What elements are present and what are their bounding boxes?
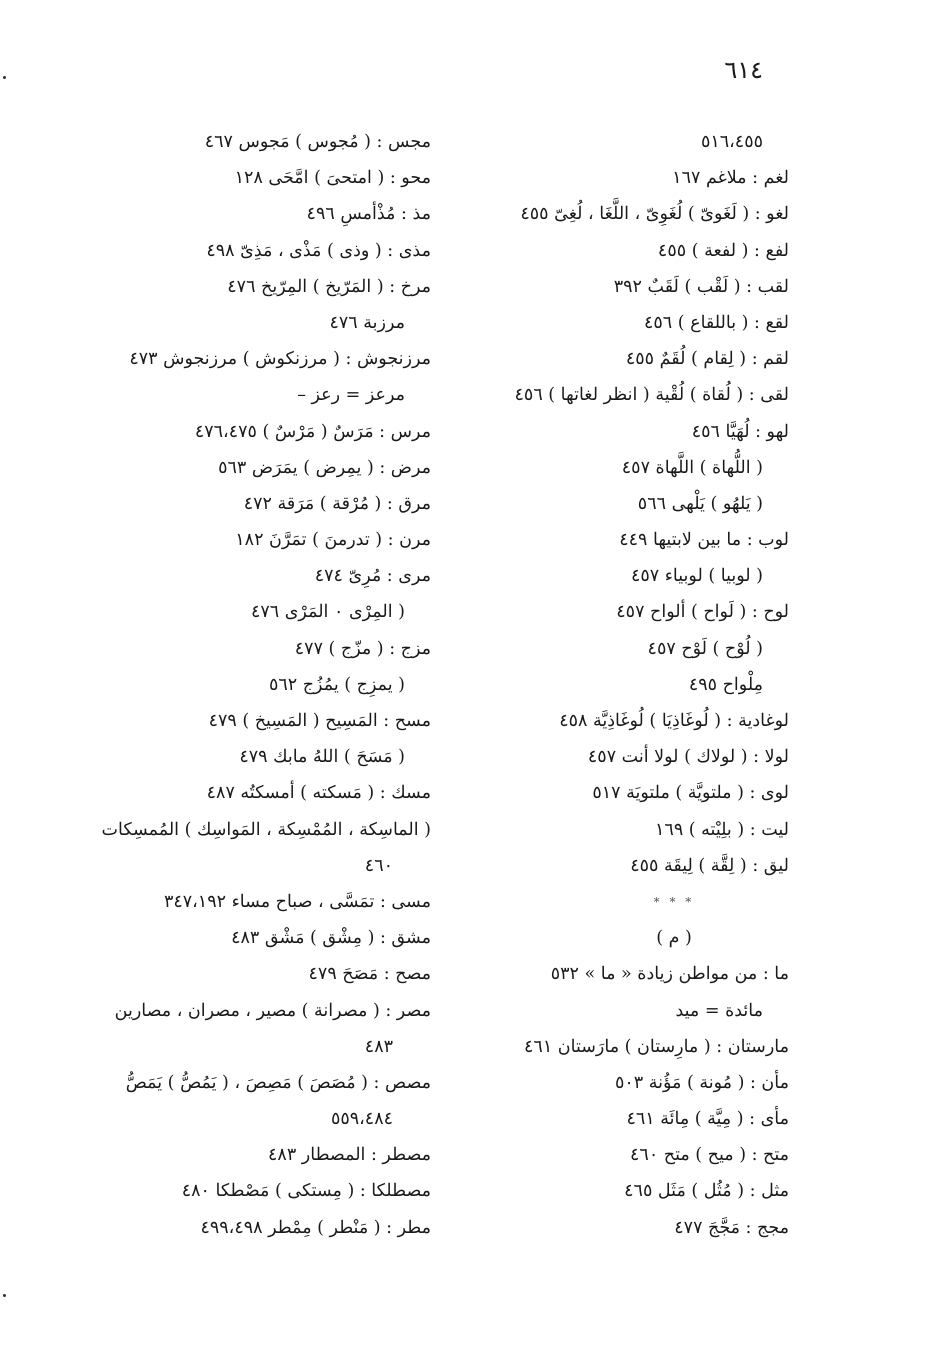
index-entry: مسح : المَسِيح ( المَسِيخ ) ٤٧٩ — [208, 711, 431, 731]
index-entry: مرق : ( مُرْقة ) مَرَقة ٤٧٢ — [243, 493, 431, 514]
index-entry: لفع : ( لفعة ) ٤٥٥ — [657, 240, 789, 261]
index-entry: ( لوبيا ) لوبياء ٤٥٧ — [630, 566, 763, 587]
index-entry: ( اللُّهاة ) اللَّهاة ٤٥٧ — [621, 457, 763, 478]
index-entry: * * * — [653, 894, 695, 909]
index-entry: مطر : ( مَنْطر ) مِمْطر ٤٩٩،٤٩٨ — [200, 1217, 431, 1238]
index-entry: مصطر : المصطار ٤٨٣ — [268, 1145, 431, 1166]
index-entry: ( الماسِكة ، المُمْسِكة ، المَواسِك ) المُمسِكات — [101, 819, 431, 840]
index-entry: مارستان : ( مارِستان ) مارَستان ٤٦١ — [524, 1036, 789, 1057]
index-entry: مذى : ( وذى ) مَذْى ، مَذِىّ ٤٩٨ — [206, 240, 431, 261]
index-entry: مصطلكا : ( مِستكى ) مَصْطكا ٤٨٠ — [181, 1181, 431, 1202]
index-entry: ليت : ( بلِيْته ) ١٦٩ — [655, 819, 789, 840]
left-column — [101, 124, 431, 1246]
index-entry: مسك : ( مَسكته ) أمسكتُه ٤٨٧ — [206, 783, 431, 804]
index-entry: لوح : ( لَواح ) ألواح ٤٥٧ — [616, 602, 789, 623]
index-entry: مرض : ( يمِرض ) يمَرَض ٥٦٣ — [218, 457, 431, 478]
index-entry: لغو : ( لَغَوىّ ) لُغَوِىّ ، اللَّغَا ، لُغِىّ ٤٥٥ — [520, 204, 789, 225]
index-entry: مأى : ( مِيَّة ) مِائَة ٤٦١ — [626, 1109, 789, 1130]
index-entry: ( مَسَحَ ) اللهُ مابك ٤٧٩ — [239, 747, 405, 768]
index-entry: لوغادية : ( لُوغَاذِيَا ) لُوغَاذِيَّة ٤٥٨ — [559, 711, 789, 731]
index-entry: ( م ) — [656, 928, 692, 949]
index-entry: ٥٥٩،٤٨٤ — [330, 1109, 393, 1130]
index-entry: مصر : ( مصرانة ) مصير ، مصران ، مصارين — [114, 1000, 431, 1021]
right-column — [449, 124, 789, 1246]
index-entry: لغم : ملاغم ١٦٧ — [672, 168, 789, 189]
page-number: ٦١٤ — [724, 56, 763, 84]
index-entry: ليق : ( لِقَّة ) لِيقَة ٤٥٥ — [630, 855, 789, 876]
index-entry: مشق : ( مِشْق ) مَشْق ٤٨٣ — [231, 928, 431, 949]
index-entry: مجس : ( مُجوس ) مَجوس ٤٦٧ — [204, 132, 431, 152]
index-entry: محو : ( امتحىَ ) امَّحَى ١٢٨ — [234, 168, 431, 189]
index-entry: مرخ : ( المَرّيخ ) المِرّيخ ٤٧٦ — [227, 276, 431, 297]
scan-mark — [3, 1294, 6, 1297]
scan-mark — [3, 76, 6, 79]
index-entry: ( لُوْح ) لَوْح ٤٥٧ — [647, 638, 763, 659]
index-entry: مرزبة ٤٧٦ — [329, 312, 405, 333]
index-entry: مثل : ( مُثُل ) مَثَل ٤٦٥ — [624, 1181, 789, 1202]
index-entry: متح : ( ميح ) متح ٤٦٠ — [630, 1145, 789, 1166]
index-entry: لوى : ( ملتويَّة ) ملتويَة ٥١٧ — [592, 783, 789, 804]
index-entry: مرن : ( تدرمنَ ) تمَرَّنَ ١٨٢ — [235, 530, 431, 551]
index-entry: لوب : ما بين لابتيها ٤٤٩ — [619, 530, 789, 551]
index-entry: لقى : ( لُقاة ) لُقْية ( انظر لغاتها ) ٤٥٦ — [514, 385, 789, 406]
index-entry: ( المِرْى ٠ المَرْى ٤٧٦ — [250, 602, 405, 623]
index-entry: لقم : ( لِقام ) لُقَمٌ ٤٥٥ — [625, 349, 789, 370]
index-entry: مصح : مَصَحَ ٤٧٩ — [308, 964, 431, 985]
index-entry: لقب : ( لَقْب ) لَقَبٌ ٣٩٢ — [613, 276, 789, 297]
index-entry: مصص : ( مُصَصَ ) مَصِصَ ، ( يَمُصُّ ) يَمَصُّ — [125, 1072, 431, 1093]
index-entry: ( يَلهُو ) يَلْهى ٥٦٦ — [637, 493, 763, 514]
index-entry: ( يمزِج ) يمُزُج ٥٦٢ — [269, 674, 405, 695]
index-entry: ٤٦٠ — [364, 855, 393, 876]
index-entry: مِلْواح ٤٩٥ — [688, 674, 763, 695]
index-entry: ما : من مواطن زيادة « ما » ٥٣٢ — [550, 964, 789, 985]
index-entry: مائدة = ميد — [675, 1000, 763, 1021]
index-entry: مرزنجوش : ( مرزنكوش ) مرزنجوش ٤٧٣ — [129, 349, 431, 370]
index-entry: مأن : ( مُونة ) مَؤُنة ٥٠٣ — [614, 1072, 789, 1093]
index-entry: لقع : ( باللقاع ) ٤٥٦ — [643, 312, 789, 333]
index-entry: مسى : تمَسَّى ، صباح مساء ٣٤٧،١٩٢ — [163, 891, 431, 912]
index-entry: مجج : مَجَّجَ ٤٧٧ — [674, 1217, 789, 1238]
index-entry: لهو : لُهَيَّا ٤٥٦ — [691, 421, 789, 442]
index-entry: مرس : مَرَسٌ ( مَرْسٌ ) ٤٧٦،٤٧٥ — [194, 421, 431, 442]
index-entry: مزج : ( مزّج ) ٤٧٧ — [294, 638, 431, 659]
index-entry: مرى : مُرِىّ ٤٧٤ — [314, 566, 431, 587]
index-entry: ٤٨٣ — [364, 1036, 393, 1057]
index-entry: لولا : ( لولاك ) لولا أنت ٤٥٧ — [587, 747, 789, 768]
index-entry: مذ : مُذْأمسِ ٤٩٦ — [306, 204, 431, 225]
index-entry: ٥١٦،٤٥٥ — [700, 132, 763, 152]
index-entry: مرعز = رعز – — [297, 385, 405, 406]
